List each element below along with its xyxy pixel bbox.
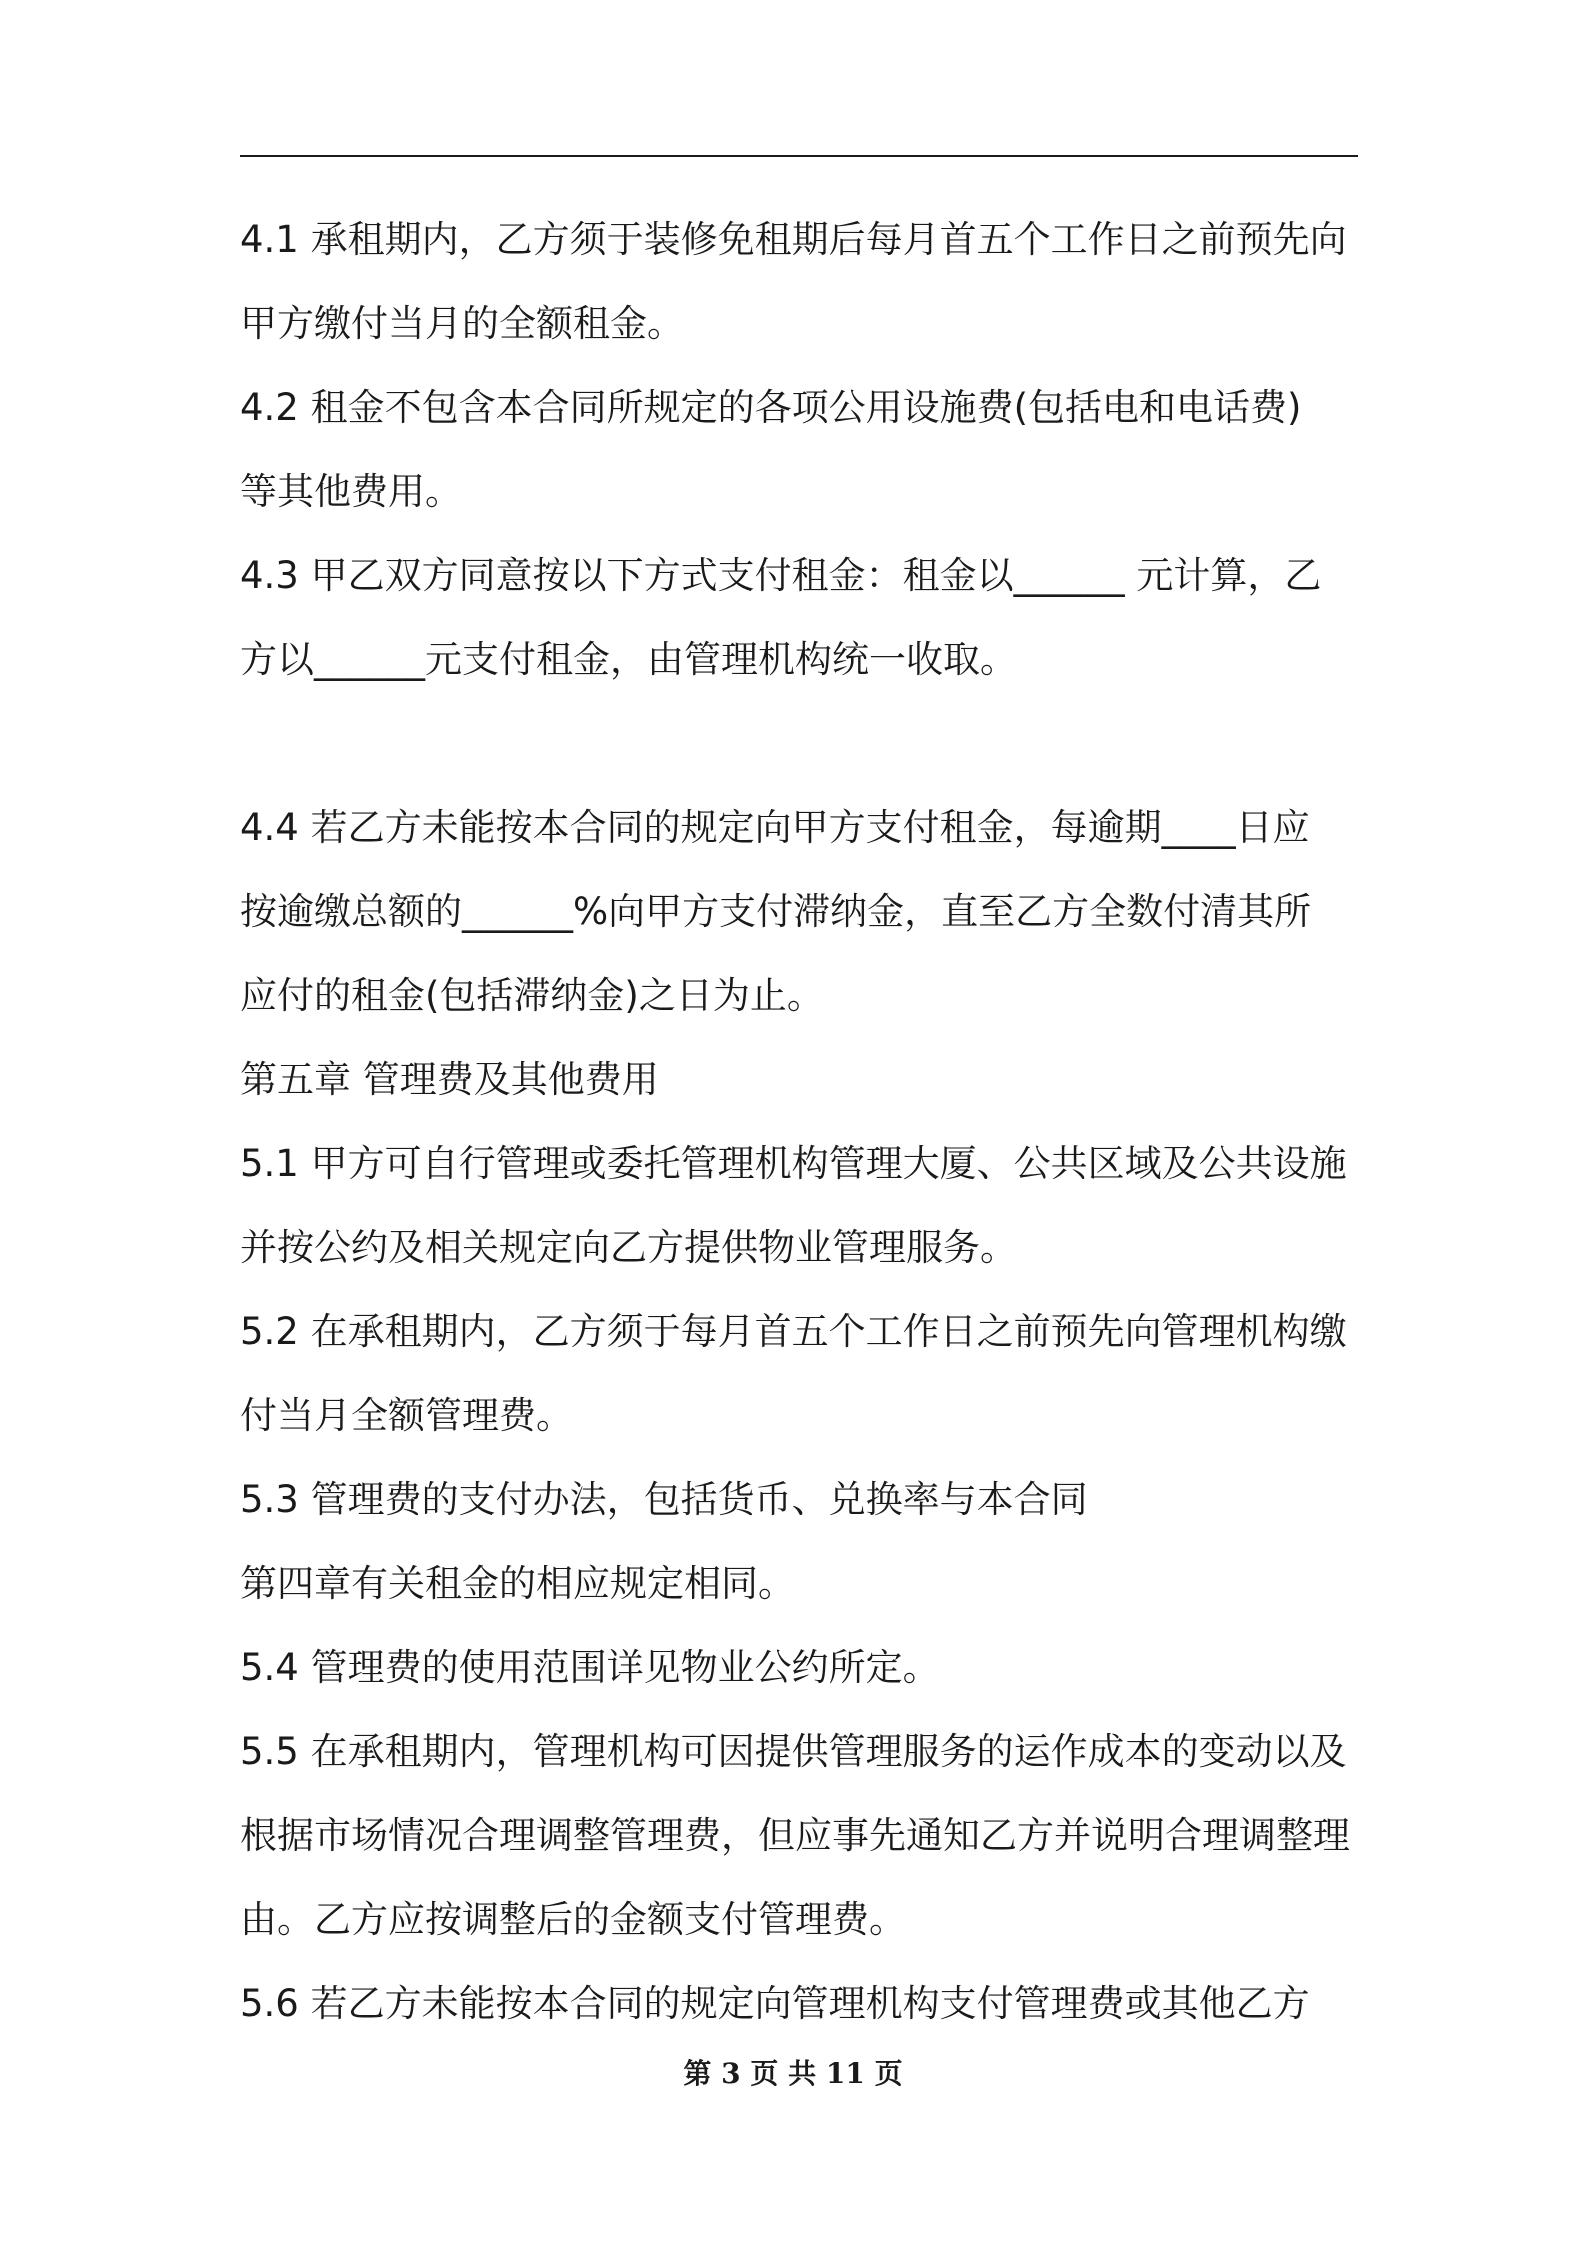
- clause-5-6-line-1: 5.6 若乙方未能按本合同的规定向管理机构支付管理费或其他乙方: [240, 1982, 1310, 2025]
- document-body: [240, 198, 1358, 2046]
- clause-4-1-line-1: 4.1 承租期内，乙方须于装修免租期后每月首五个工作日之前预先向: [240, 218, 1347, 261]
- clause-5-3-line-2: 第四章有关租金的相应规定相同。: [240, 1562, 795, 1605]
- page-number: 第 3 页 共 11 页: [683, 2057, 903, 2090]
- clause-5-2-line-2: 付当月全额管理费。: [240, 1394, 573, 1437]
- clause-5-5-line-1: 5.5 在承租期内，管理机构可因提供管理服务的运作成本的变动以及: [240, 1730, 1347, 1773]
- header-rule: [240, 155, 1358, 157]
- chapter-5-heading: 第五章 管理费及其他费用: [240, 1058, 659, 1101]
- clause-4-3-line-1: 4.3 甲乙双方同意按以下方式支付租金：租金以______ 元计算，乙: [240, 554, 1322, 597]
- clause-5-5-line-3: 由。乙方应按调整后的金额支付管理费。: [240, 1898, 906, 1941]
- clause-5-1-line-2: 并按公约及相关规定向乙方提供物业管理服务。: [240, 1226, 1017, 1269]
- clause-4-1-line-2: 甲方缴付当月的全额租金。: [240, 302, 684, 345]
- clause-5-1-line-1: 5.1 甲方可自行管理或委托管理机构管理大厦、公共区域及公共设施: [240, 1142, 1347, 1185]
- clause-4-2-line-2: 等其他费用。: [240, 470, 462, 513]
- clause-5-3-line-1: 5.3 管理费的支付办法，包括货币、兑换率与本合同: [240, 1478, 1088, 1521]
- clause-4-4-line-3: 应付的租金(包括滞纳金)之日为止。: [240, 974, 824, 1017]
- clause-5-5-line-2: 根据市场情况合理调整管理费，但应事先通知乙方并说明合理调整理: [240, 1814, 1350, 1857]
- clause-5-4-line-1: 5.4 管理费的使用范围详见物业公约所定。: [240, 1646, 940, 1689]
- clause-4-3-line-2: 方以______元支付租金，由管理机构统一收取。: [240, 638, 1017, 681]
- clause-4-2-line-1: 4.2 租金不包含本合同所规定的各项公用设施费(包括电和电话费): [240, 386, 1302, 429]
- clause-4-4-line-1: 4.4 若乙方未能按本合同的规定向甲方支付租金，每逾期____日应: [240, 806, 1310, 849]
- clause-5-2-line-1: 5.2 在承租期内，乙方须于每月首五个工作日之前预先向管理机构缴: [240, 1310, 1347, 1353]
- clause-4-4-line-2: 按逾缴总额的______%向甲方支付滞纳金，直至乙方全数付清其所: [240, 890, 1312, 933]
